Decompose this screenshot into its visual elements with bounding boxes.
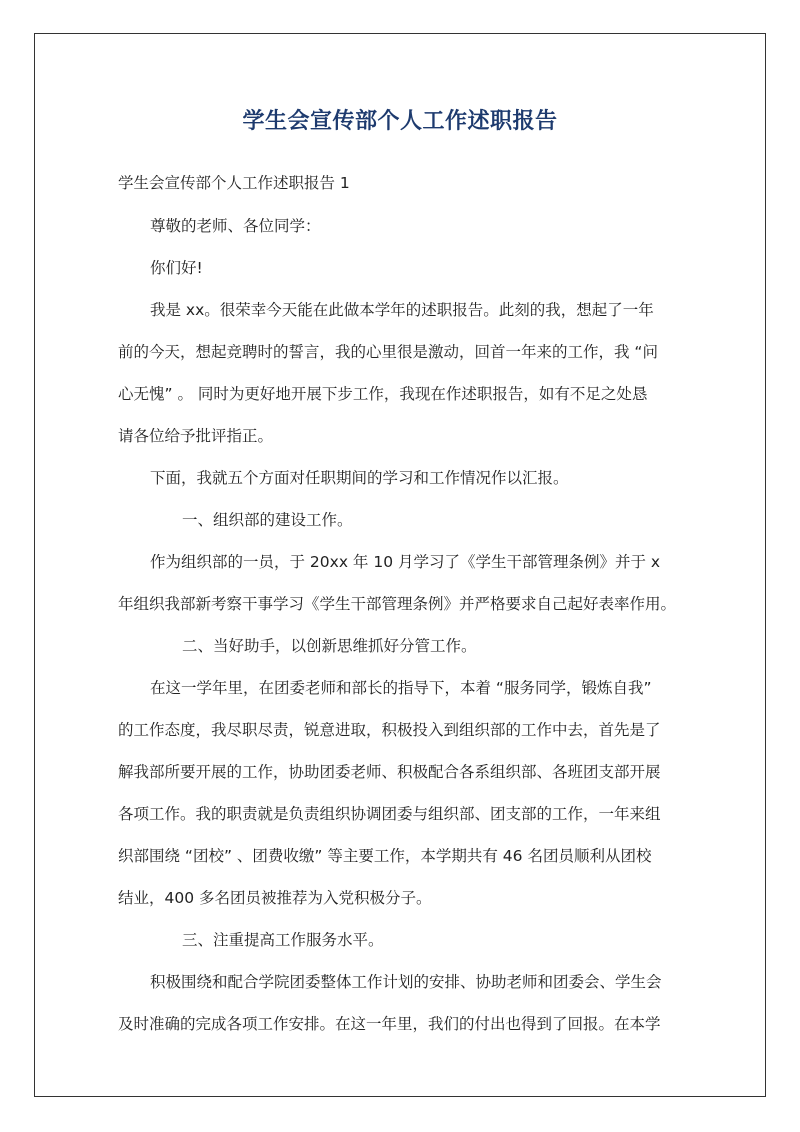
subtitle: 学生会宣传部个人工作述职报告 1 (118, 174, 350, 192)
text-line: 前的今天，想起竞聘时的誓言，我的心里很是激动，回首一年来的工作，我 “问 (118, 343, 658, 361)
document-title: 学生会宣传部个人工作述职报告 (242, 109, 558, 134)
text-line: 作为组织部的一员，于 20xx 年 10 月学习了《学生干部管理条例》并于 x (150, 553, 661, 571)
text-line: 尊敬的老师、各位同学： (150, 217, 321, 235)
text-line: 的工作态度，我尽职尽责，锐意进取，积极投入到组织部的工作中去，首先是了 (118, 721, 661, 739)
text-line: 各项工作。我的职责就是负责组织协调团委与组织部、团支部的工作，一年来组 (118, 805, 661, 823)
text-line: 积极围绕和配合学院团委整体工作计划的安排、协助老师和团委会、学生会 (150, 973, 662, 991)
text-line: 在这一学年里，在团委老师和部长的指导下，本着 “服务同学，锻炼自我” (150, 679, 652, 697)
section-heading: 三、注重提高工作服务水平。 (182, 931, 384, 949)
text-line: 织部围绕 “团校” 、团费收缴” 等主要工作，本学期共有 46 名团员顺利从团校 (118, 847, 652, 865)
text-line: 下面，我就五个方面对任职期间的学习和工作情况作以汇报。 (150, 469, 569, 487)
section-heading: 一、组织部的建设工作。 (182, 511, 353, 529)
text-line: 解我部所要开展的工作，协助团委老师、积极配合各系组织部、各班团支部开展 (118, 763, 661, 781)
text-line: 及时准确的完成各项工作安排。在这一年里，我们的付出也得到了回报。在本学 (118, 1015, 661, 1033)
section-heading: 二、当好助手，以创新思维抓好分管工作。 (182, 637, 477, 655)
text-line: 请各位给予批评指正。 (118, 427, 274, 445)
text-line: 你们好! (150, 259, 203, 277)
text-line: 年组织我部新考察干事学习《学生干部管理条例》并严格要求自己起好表率作用。 (118, 595, 677, 613)
text-line: 我是 xx。很荣幸今天能在此做本学年的述职报告。此刻的我，想起了一年 (150, 301, 654, 319)
text-line: 结业，400 多名团员被推荐为入党积极分子。 (118, 889, 432, 907)
text-line: 心无愧” 。 同时为更好地开展下步工作，我现在作述职报告，如有不足之处恳 (118, 385, 648, 403)
